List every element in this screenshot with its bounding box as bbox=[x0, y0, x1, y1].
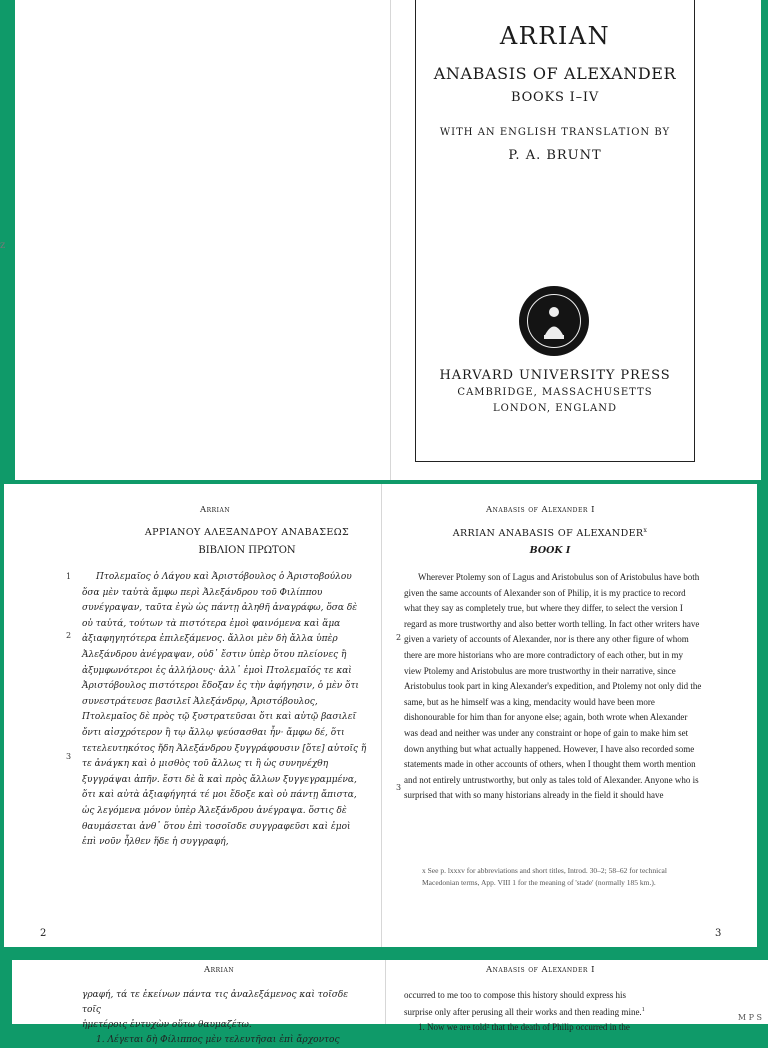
publisher-city: CAMBRIDGE, MASSACHUSETTS bbox=[457, 387, 653, 398]
english-text-continued bbox=[404, 988, 704, 1035]
english-title-text: ARRIAN ANABASIS OF ALEXANDER bbox=[452, 528, 644, 540]
page-number-right: 3 bbox=[715, 928, 722, 939]
title-footnote-marker: x bbox=[643, 527, 648, 534]
greek-title: ΑΡΡΙΑΝΟΥ ΑΛΕΞΑΝΔΡΟΥ ΑΝΑΒΑΣΕΩΣ bbox=[144, 527, 350, 538]
page-number-left: 2 bbox=[40, 928, 47, 939]
greek-book-heading: ΒΙΒΛΙΟΝ ΠΡΩΤΟΝ bbox=[198, 545, 296, 556]
section-number: 2 bbox=[396, 633, 402, 642]
section-number: 3 bbox=[396, 783, 402, 792]
english-line bbox=[404, 1003, 704, 1020]
loeb-seal-icon bbox=[519, 286, 589, 356]
margin-mark: z bbox=[0, 240, 6, 251]
translator-name: P. A. BRUNT bbox=[508, 148, 602, 163]
publisher-name: HARVARD UNIVERSITY PRESS bbox=[439, 368, 671, 383]
footnote-marker: 1 bbox=[641, 1007, 645, 1013]
books-range: BOOKS I–IV bbox=[510, 90, 600, 105]
greek-line: ἡμετέροις ἐντυχὼν οὕτω θαυμαζέτω. bbox=[82, 1020, 252, 1030]
section-number: 2 bbox=[66, 631, 72, 640]
english-line: 1. Now we are told² that the death of Philip occurred in the bbox=[418, 1022, 630, 1032]
section-number: 1 bbox=[66, 572, 72, 581]
running-head-right: Anabasis of Alexander I bbox=[486, 965, 595, 975]
greek-line: γραφή, τά τε ἐκείνων πάντα τις ἀναλεξάμενος καὶ τοῖσδε τοῖς bbox=[82, 990, 349, 1015]
greek-text bbox=[82, 570, 367, 851]
running-head-left: Arrian bbox=[204, 965, 235, 975]
page-edge-text: M P S bbox=[737, 1013, 762, 1022]
running-head-left: Arrian bbox=[200, 505, 231, 515]
english-line-text: surprise only after perusing all their works and then reading mine. bbox=[404, 1007, 642, 1017]
english-title bbox=[400, 527, 700, 539]
book-title: ANABASIS OF ALEXANDER bbox=[433, 64, 677, 83]
english-book-heading: BOOK I bbox=[529, 545, 571, 556]
author-name: ARRIAN bbox=[499, 22, 611, 50]
publisher-city: LONDON, ENGLAND bbox=[493, 403, 617, 414]
translation-credit: WITH AN ENGLISH TRANSLATION BY bbox=[439, 127, 671, 138]
middle-gutter bbox=[381, 484, 382, 947]
section-number: 3 bbox=[66, 752, 72, 761]
bottom-gutter bbox=[385, 960, 386, 1024]
greek-text-continued bbox=[82, 988, 367, 1048]
english-text bbox=[404, 570, 702, 804]
footnote: x See p. lxxxv for abbreviations and short titles, Introd. 30–2; 58–62 for technical Macedonian terms, App. VIII 1 for the meaning of 'stade' (normally 185 km.). bbox=[422, 866, 667, 887]
running-head-right: Anabasis of Alexander I bbox=[486, 505, 595, 515]
greek-paragraph: Πτολεμαῖος ὁ Λάγου καὶ Ἀριστόβουλος ὁ Ἀριστοβούλου ὅσα μὲν ταὐτὰ ἄμφω περὶ Ἀλεξάνδρου τοῦ Φιλίππου συνέγραψαν, ταῦτα ἐγὼ ὡς πάντῃ ἀληθῆ ἀναγράφω, ὅσα δὲ οὐ ταὐτά, τούτων τὰ πιστότερα ἐμοὶ φαινόμενα καὶ ἅμα ἀξιαφηγητότερα ἐπιλεξάμενος. ἄλλοι μὲν δὴ ἄλλα ὑπὲρ Ἀλεξάνδρου ἀνέγραψαν, οὐδ᾽ ἔστιν ὑπὲρ ὅτου πλείονες ἢ ἀξυμφωνότεροι ἐς ἀλλήλους· ἀλλ᾽ ἐμοὶ Πτολεμαῖός τε καὶ Ἀριστόβουλος πιστότεροι ἔδοξαν ἐς τὴν ἀφήγησιν, ὁ μὲν ὅτι συνεστράτευσε βασιλεῖ Ἀλεξάνδρῳ, Ἀριστόβουλος, Πτολεμαῖος δὲ πρὸς τῷ ξυστρατεῦσαι ὅτι καὶ αὐτῷ βασιλεῖ ὄντι αἰσχρότερον ἢ τῳ ἄλλῳ ψεύσασθαι ἦν· ἄμφω δέ, ὅτι τετελευτηκότος ἤδη Ἀλεξάνδρου ξυγγράφουσιν [ὅτε] αὐτοῖς ἥ τε ἀνάγκη καὶ ὁ μισθὸς τοῦ ἄλλως τι ἢ ὡς συνηνέχθη ξυγγράψαι ἀπῆν. ἔστι δὲ ἃ καὶ πρὸς ἄλλων ξυγγεγραμμένα, ὅτι καὶ αὐτὰ ἀξιαφήγητά τέ μοι ἔδοξε καὶ οὐ πάντῃ ἄπιστα, ὡς λεγόμενα μόνον ὑπὲρ Ἀλεξάνδρου ἀνέγραψα. ὅστις δὲ θαυμάσεται ἀνθ᾽ ὅτου ἐπὶ τοσοῖσδε συγγραφεῦσι καὶ ἐμοὶ ἐπὶ νοῦν ἦλθεν ἥδε ἡ συγγραφή, bbox=[82, 572, 367, 848]
top-gutter bbox=[390, 0, 391, 480]
title-page bbox=[415, 0, 695, 462]
english-paragraph: Wherever Ptolemy son of Lagus and Aristobulus son of Aristobulus have both given the same accounts of Alexander son of Philip, it is my practice to record what they say as completely true, but where they differ, to select the version I regard as more trustworthy and also better worth telling. In fact other writers have given a variety of accounts of Alexander, nor is there any other figure of whom there are more historians who are more contradictory of each other, but in my view Ptolemy and Aristobulus are more trustworthy in their narrative, since Aristobulus took part in king Alexander's expedition, and Ptolemy not only did the same, but as he himself was a king, mendacity would have been more dishonourable for him than for anyone else; again, both wrote when Alexander was dead and neither was under any constraint or hope of gain to make him set down anything but what actually happened. However, I have also recorded some statements made in other accounts of others, when I thought them worth mention and not entirely untrustworthy, but only as tales told of Alexander. Anyone who is surprised that with so many historians already in the field it should have bbox=[404, 572, 702, 801]
greek-line: 1. Λέγεται δὴ Φίλιππος μὲν τελευτῆσαι ἐπὶ ἄρχοντος bbox=[96, 1035, 340, 1045]
english-line: occurred to me too to compose this history should express his bbox=[404, 990, 626, 1000]
